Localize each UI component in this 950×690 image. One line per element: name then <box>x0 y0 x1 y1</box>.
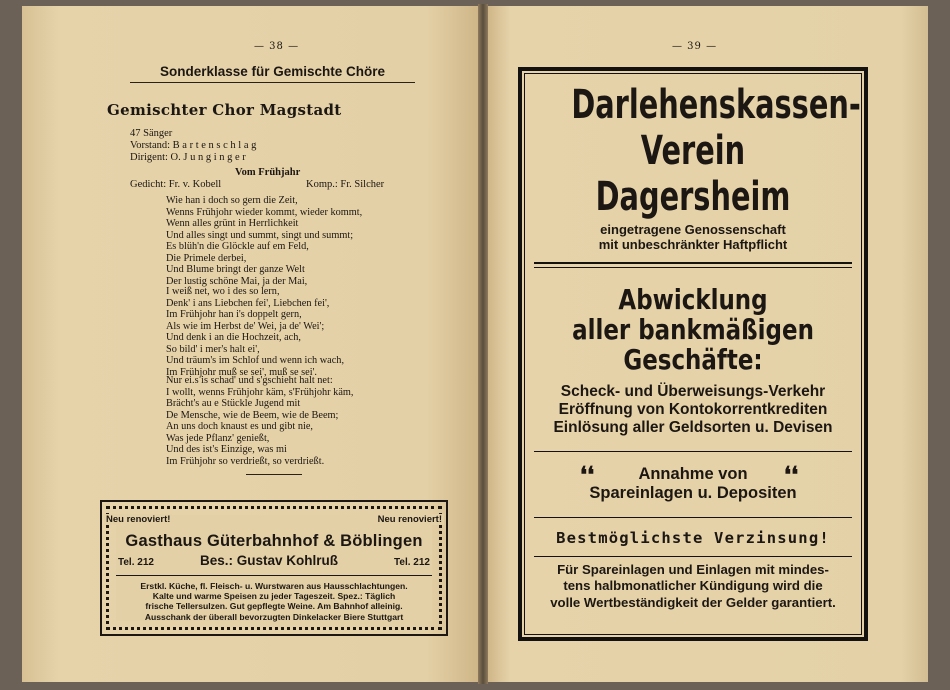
gasthaus-advertisement <box>100 500 448 636</box>
lyric-line: Im Frühjohr so verdrießt, so verdrießt. <box>166 455 325 467</box>
lyric-line: Die Primele derbei, <box>166 252 247 264</box>
renovated-label: Neu renoviert! <box>377 514 442 525</box>
quote-ornament-left: ❛❛ <box>580 462 595 488</box>
legal-form-line: mit unbeschränkter Haftpflicht <box>598 237 788 252</box>
deposits-line: Spareinlagen u. Depositen <box>589 484 797 502</box>
ad-description <box>116 581 432 622</box>
telephone-right: Tel. 212 <box>394 557 430 568</box>
separator <box>534 556 852 557</box>
lyric-line: Wenns Frühjohr wieder kommt, wieder kommt, <box>166 206 363 218</box>
lyric-line: Im Frühjohr han i's doppelt gern, <box>166 309 302 320</box>
lyric-line: Es blüh'n die Glöckle auf em Feld, <box>166 241 309 252</box>
lyric-line: Und alles singt und summt, singt und summt; <box>166 229 354 241</box>
separator <box>534 451 852 452</box>
guarantee-text <box>530 562 856 611</box>
page-number-left: — 38 — <box>254 41 300 52</box>
lyric-line: Wie han i doch so gern die Zeit, <box>166 195 298 206</box>
headline-line: aller bankmäßigen <box>572 313 814 346</box>
double-rule <box>534 262 852 268</box>
lyrics-stanza-3 <box>166 375 353 467</box>
owner-name: Bes.: Gustav Kohlruß <box>200 553 339 568</box>
section-title: Sonderklasse für Gemischte Chöre <box>130 64 415 83</box>
telephone-left: Tel. 212 <box>118 557 154 568</box>
lyrics-stanza-1 <box>166 195 362 287</box>
ad-description-line: Ausschank der überall bevorzugten Dinkelacker Biere Stuttgart <box>144 611 404 622</box>
lyric-line: I wollt, wenns Frühjohr käm, s'Frühjohr käm, <box>166 386 354 398</box>
deposits-line: Annahme von <box>638 465 748 483</box>
service-item: Einlösung aller Geldsorten u. Devisen <box>553 419 833 436</box>
quote-ornament-right: ❛❛ <box>784 462 799 488</box>
lyric-line: Wenn alles grünt in Herrlichkeit <box>166 218 299 229</box>
lyric-line: Der lustig schöne Mai, ja der Mai, <box>166 275 308 287</box>
ad-divider <box>116 575 432 576</box>
page-number-right: — 39 — <box>672 41 718 52</box>
lyric-line: Und Blume bringt der ganze Welt <box>166 264 305 275</box>
bank-name <box>571 82 861 220</box>
lyric-line: I weiß net, wo i des so lern, <box>166 286 280 297</box>
ad-description-line: Erstkl. Küche, fl. Fleisch- u. Wurstwaren aus Hausschlachtungen. <box>140 581 408 591</box>
divider <box>246 474 302 475</box>
lyric-line: Brächt's au e Stückle Jugend mit <box>166 398 301 409</box>
song-title: Vom Frühjahr <box>235 167 301 178</box>
lyric-line: Was jede Pflanz' genießt, <box>166 432 270 444</box>
lyric-line: Und des ist's Einzige, was mi <box>166 444 287 455</box>
services-list <box>524 383 862 437</box>
lyric-line: Nur ei.s is schad' und s'gschieht halt net: <box>166 375 333 386</box>
bank-name-line: Darlehenskassen- <box>571 82 861 128</box>
bank-name-line: Dagersheim <box>595 174 791 220</box>
poet-credit: Gedicht: Fr. v. Kobell <box>130 179 222 190</box>
choir-info <box>130 128 256 164</box>
lyric-line: So bild' i mer's halt ei', <box>166 343 260 355</box>
service-item: Scheck- und Überweisungs-Verkehr <box>560 383 826 400</box>
choir-info-line: Dirigent: O. J u n g i n g e r <box>130 152 246 163</box>
headline-line: Abwicklung <box>618 283 768 316</box>
lyric-line: Als wie im Herbst de' Wei, ja de' Wei'; <box>166 320 325 332</box>
deposits-notice <box>524 465 862 503</box>
lyric-line: Und denk i an die Hochzeit, ach, <box>166 332 301 343</box>
interest-slogan: Bestmöglichste Verzinsung! <box>556 529 830 547</box>
legal-form-line: eingetragene Genossenschaft <box>600 222 786 237</box>
service-item: Eröffnung von Kontokorrentkrediten <box>558 401 828 418</box>
ad-content <box>106 514 442 622</box>
legal-form <box>524 222 862 252</box>
bank-name-line: Verein <box>640 128 746 174</box>
lyric-line: Denk' i ans Liebchen fei', Liebchen fei', <box>166 297 330 309</box>
choir-info-line: Vorstand: B a r t e n s c h l a g <box>130 140 257 151</box>
lyric-line: Und träum's im Schlof und wenn ich wach, <box>166 355 345 366</box>
gasthaus-name: Gasthaus Güterbahnhof & Böblingen <box>125 532 423 550</box>
lyric-line: Im Frühjohr muß se sei', muß se sei'. <box>166 366 317 378</box>
lyric-line: An uns doch knaust es und gibt nie, <box>166 421 314 432</box>
lyric-line: De Mensche, wie de Beem, wie de Beem; <box>166 409 339 421</box>
composer-credit: Komp.: Fr. Silcher <box>306 179 385 190</box>
book-gutter <box>478 4 488 684</box>
headline-line: Geschäfte: <box>623 343 763 376</box>
renovated-label: Neu renoviert! <box>106 514 171 525</box>
guarantee-line: tens halbmonatlicher Kündigung wird die <box>563 578 823 594</box>
guarantee-line: Für Spareinlagen und Einlagen mit mindes- <box>557 562 829 577</box>
choir-name: Gemischter Chor Magstadt <box>107 101 342 119</box>
ad-description-line: frische Tellersulzen. Gut gepflegte Weine. Am Bahnhof alleinig. <box>145 601 403 612</box>
guarantee-line: volle Wertbeständigkeit der Gelder garantiert. <box>550 594 836 610</box>
ad-description-line: Kalte und warme Speisen zu jeder Tageszeit. Spez.: Täglich <box>152 591 396 602</box>
headline <box>554 285 831 375</box>
separator <box>534 517 852 518</box>
lyrics-stanza-2 <box>166 286 344 378</box>
choir-info-line: 47 Sänger <box>130 128 173 139</box>
